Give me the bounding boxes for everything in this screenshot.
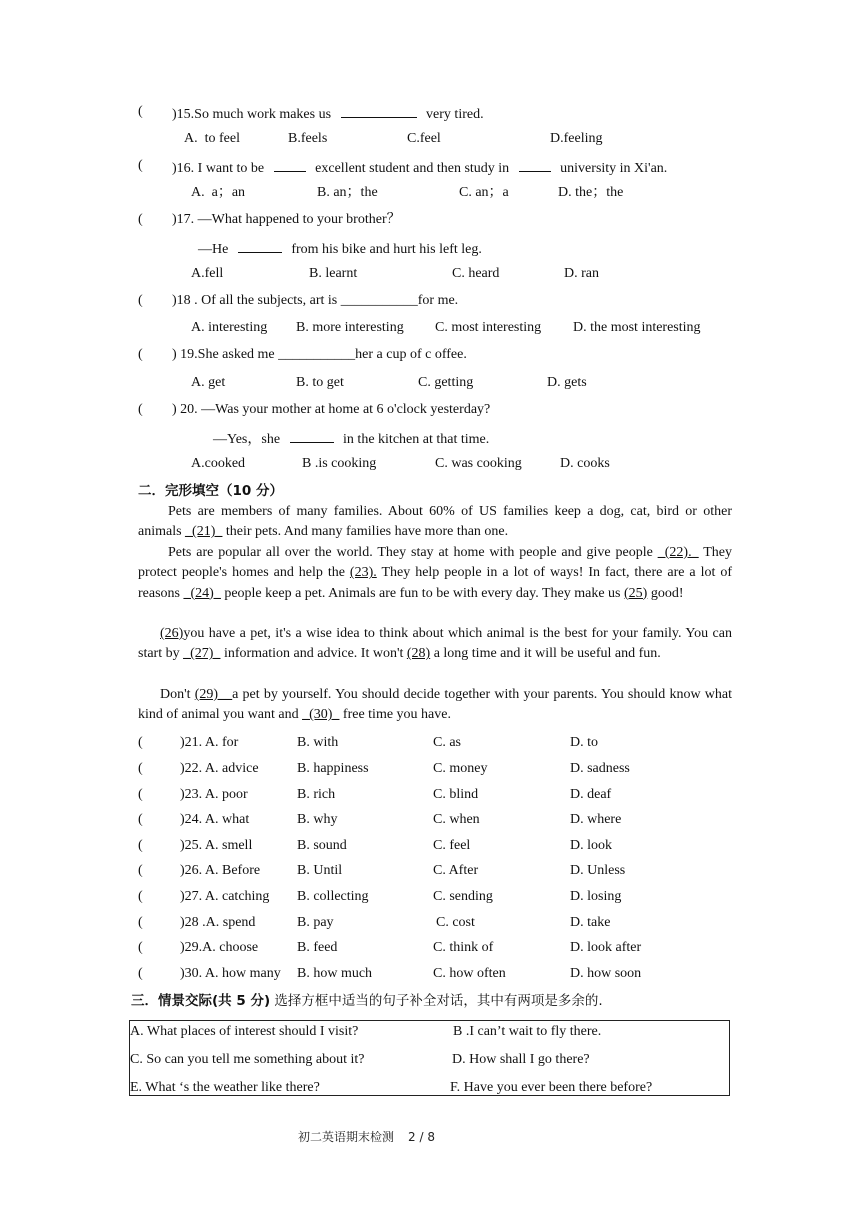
q15-stem-a: )15.So much work makes us <box>172 107 335 122</box>
cloze-30-option-a[interactable]: )30. A. how many <box>180 966 281 981</box>
cloze-23-option-d[interactable]: D. deaf <box>570 787 612 802</box>
cloze-bracket: ( <box>138 863 143 878</box>
passage-paragraph-4 <box>138 685 732 726</box>
box-option-a[interactable]: A. What places of interest should I visit? <box>130 1024 359 1039</box>
q17-option-a[interactable]: A.fell <box>191 266 224 281</box>
cloze-24-option-c[interactable]: C. when <box>433 812 480 827</box>
q19-option-a[interactable]: A. get <box>191 375 226 390</box>
cloze-26-option-c[interactable]: C. After <box>433 863 479 878</box>
q18-bracket: ( <box>138 293 143 308</box>
cloze-21-option-c[interactable]: C. as <box>433 735 461 750</box>
blank-29[interactable]: (29)__ <box>194 687 233 702</box>
box-option-f[interactable]: F. Have you ever been there before? <box>450 1080 653 1095</box>
p2-text-e: good! <box>647 585 684 601</box>
q17-line2 <box>198 238 482 259</box>
blank-23[interactable]: (23). <box>349 565 377 581</box>
q20-stem: ) 20. —Was your mother at home at 6 o'clock yesterday? <box>172 402 491 417</box>
q15-option-b[interactable]: B.feels <box>288 131 328 146</box>
p2-text-a: Pets are popular all over the world. They stay at home with people and give people <box>168 545 658 560</box>
footer-title: 初二英语期末检测 <box>298 1130 395 1144</box>
cloze-bracket: ( <box>138 940 143 955</box>
q16-stem-c: university in Xi'an. <box>556 161 668 176</box>
passage-paragraph-3 <box>138 624 732 665</box>
q17-option-c[interactable]: C. heard <box>452 266 500 281</box>
section3-title: 三．情景交际(共 5 分) <box>131 993 271 1009</box>
q20-blank[interactable] <box>290 428 334 443</box>
cloze-22-option-b[interactable]: B. happiness <box>297 761 369 776</box>
q16-option-c[interactable]: C. an；a <box>459 185 509 200</box>
q15-option-a[interactable]: A. to feel <box>184 131 240 146</box>
q16-bracket: ( <box>138 158 143 173</box>
section3-instruction: 选择方框中适当的句子补全对话，其中有两项是多余的. <box>270 993 603 1009</box>
blank-28[interactable]: (28) <box>406 646 431 662</box>
q17-stem: )17. —What happened to your brother？ <box>172 212 401 227</box>
cloze-23-option-c[interactable]: C. blind <box>433 787 479 802</box>
q19-stem: ) 19.She asked me ___________her a cup of c offee. <box>172 347 467 362</box>
q17-blank[interactable] <box>238 238 282 253</box>
cloze-23-option-a[interactable]: )23. A. poor <box>180 787 248 802</box>
blank-30[interactable]: _(30)_ <box>302 707 340 723</box>
cloze-25-option-a[interactable]: )25. A. smell <box>180 838 253 853</box>
section3-heading <box>131 992 603 1011</box>
cloze-27-option-b[interactable]: B. collecting <box>297 889 369 904</box>
cloze-24-option-b[interactable]: B. why <box>297 812 338 827</box>
q17-line2-b: from his bike and hurt his left leg. <box>287 242 482 257</box>
cloze-22-option-c[interactable]: C. money <box>433 761 488 776</box>
cloze-24-option-a[interactable]: )24. A. what <box>180 812 250 827</box>
cloze-30-option-d[interactable]: D. how soon <box>570 966 642 981</box>
cloze-bracket: ( <box>138 915 143 930</box>
section2-title: 二．完形填空（10 分） <box>138 483 283 499</box>
q18-option-d[interactable]: D. the most interesting <box>573 320 701 335</box>
q17-line2-a: —He <box>198 242 232 257</box>
box-option-c[interactable]: C. So can you tell me something about it? <box>130 1052 365 1067</box>
blank-24[interactable]: _(24)_ <box>183 585 221 601</box>
p1-text-a: Pets are members of many families. About 60% of US families keep a dog, cat, bird or other animals <box>138 504 732 540</box>
q16-option-a[interactable]: A. a；an <box>191 185 246 200</box>
q18-option-c[interactable]: C. most interesting <box>435 320 542 335</box>
cloze-25-option-d[interactable]: D. look <box>570 838 612 853</box>
q19-option-d[interactable]: D. gets <box>547 375 587 390</box>
q15-stem <box>172 103 484 124</box>
cloze-30-option-b[interactable]: B. how much <box>297 966 373 981</box>
cloze-26-option-b[interactable]: B. Until <box>297 863 343 878</box>
blank-25[interactable]: (25) <box>623 585 648 601</box>
q17-option-d[interactable]: D. ran <box>564 266 599 281</box>
cloze-25-option-b[interactable]: B. sound <box>297 838 347 853</box>
cloze-23-option-b[interactable]: B. rich <box>297 787 336 802</box>
cloze-27-option-d[interactable]: D. losing <box>570 889 622 904</box>
passage-paragraph-2 <box>138 543 732 604</box>
cloze-27-option-c[interactable]: C. sending <box>433 889 493 904</box>
page-footer <box>298 1128 435 1146</box>
p4-text-c: free time you have. <box>339 707 451 723</box>
cloze-21-option-a[interactable]: )21. A. for <box>180 735 239 750</box>
q20-line2-a: —Yes，she <box>213 432 284 447</box>
blank-22[interactable]: _(22)._ <box>657 545 699 560</box>
dialogue-options-box <box>129 1020 730 1096</box>
cloze-bracket: ( <box>138 735 143 750</box>
cloze-29-option-b[interactable]: B. feed <box>297 940 338 955</box>
q16-stem-a: )16. I want to be <box>172 161 268 176</box>
q18-option-a[interactable]: A. interesting <box>191 320 268 335</box>
q17-option-b[interactable]: B. learnt <box>309 266 358 281</box>
cloze-bracket: ( <box>138 761 143 776</box>
q19-bracket: ( <box>138 347 143 362</box>
box-option-b[interactable]: B .I can’t wait to fly there. <box>453 1024 602 1039</box>
q15-option-d[interactable]: D.feeling <box>550 131 603 146</box>
q15-stem-b: very tired. <box>422 107 484 122</box>
cloze-27-option-a[interactable]: )27. A. catching <box>180 889 270 904</box>
cloze-26-option-d[interactable]: D. Unless <box>570 863 626 878</box>
q20-bracket: ( <box>138 402 143 417</box>
q19-option-c[interactable]: C. getting <box>418 375 474 390</box>
cloze-bracket: ( <box>138 787 143 802</box>
cloze-22-option-d[interactable]: D. sadness <box>570 761 630 776</box>
q20-line2 <box>213 428 489 449</box>
p1-text-b: their pets. And many families have more than one. <box>222 524 509 540</box>
cloze-29-option-a[interactable]: )29.A. choose <box>180 940 259 955</box>
p3-text-a: you have a pet, it's a wise idea to think about which animal is the best for your family. You can start by <box>138 626 732 662</box>
q15-blank[interactable] <box>341 103 417 118</box>
q17-bracket: ( <box>138 212 143 227</box>
q20-option-a[interactable]: A.cooked <box>191 456 246 471</box>
blank-26[interactable]: (26) <box>160 626 184 641</box>
q15-bracket: ( <box>138 104 143 119</box>
passage-paragraph-1 <box>138 502 732 543</box>
p2-text-b: They protect people's homes and help the <box>138 545 732 581</box>
p2-text-d: people keep a pet. Animals are fun to be with every day. They make us <box>220 585 624 601</box>
q19-option-b[interactable]: B. to get <box>296 375 344 390</box>
p3-text-b: information and advice. It won't <box>220 646 407 662</box>
q15-option-c[interactable]: C.feel <box>407 131 441 146</box>
cloze-28-option-d[interactable]: D. take <box>570 915 611 930</box>
cloze-28-option-a[interactable]: )28 .A. spend <box>180 915 256 930</box>
cloze-bracket: ( <box>138 838 143 853</box>
cloze-bracket: ( <box>138 889 143 904</box>
cloze-30-option-c[interactable]: C. how often <box>433 966 506 981</box>
q20-option-d[interactable]: D. cooks <box>560 456 610 471</box>
box-option-d[interactable]: D. How shall I go there? <box>452 1052 590 1067</box>
p4-text-b: a pet by yourself. You should decide together with your parents. You should know what kind of animal you want and <box>138 687 733 723</box>
q20-line2-b: in the kitchen at that time. <box>339 432 490 447</box>
cloze-29-option-d[interactable]: D. look after <box>570 940 642 955</box>
q16-option-b[interactable]: B. an；the <box>317 185 378 200</box>
cloze-28-option-c[interactable]: C. cost <box>436 915 475 930</box>
blank-21[interactable]: _(21)_ <box>185 524 223 540</box>
cloze-bracket: ( <box>138 812 143 827</box>
cloze-bracket: ( <box>138 966 143 981</box>
p3-text-c: a long time and it will be useful and fun. <box>430 646 661 662</box>
q18-option-b[interactable]: B. more interesting <box>296 320 404 335</box>
q20-option-c[interactable]: C. was cooking <box>435 456 522 471</box>
q16-blank-2[interactable] <box>519 157 551 172</box>
q16-stem <box>172 157 667 178</box>
p2-text-c: They help people in a lot of ways! In fact, there are a lot of reasons <box>138 565 732 601</box>
q20-option-b[interactable]: B .is cooking <box>302 456 377 471</box>
q16-stem-b: excellent student and then study in <box>311 161 513 176</box>
blank-27[interactable]: _(27)_ <box>183 646 221 662</box>
q18-stem: )18 . Of all the subjects, art is ___________for me. <box>172 293 459 308</box>
q16-option-d[interactable]: D. the；the <box>558 185 624 200</box>
cloze-29-option-c[interactable]: C. think of <box>433 940 494 955</box>
cloze-22-option-a[interactable]: )22. A. advice <box>180 761 259 776</box>
cloze-28-option-b[interactable]: B. pay <box>297 915 334 930</box>
cloze-21-option-b[interactable]: B. with <box>297 735 339 750</box>
box-option-e[interactable]: E. What ‘s the weather like there? <box>130 1080 320 1095</box>
q16-blank-1[interactable] <box>274 157 306 172</box>
p4-text-a: Don't <box>160 687 195 702</box>
cloze-21-option-d[interactable]: D. to <box>570 735 598 750</box>
footer-page-number: 2 / 8 <box>408 1130 435 1144</box>
cloze-24-option-d[interactable]: D. where <box>570 812 622 827</box>
cloze-26-option-a[interactable]: )26. A. Before <box>180 863 261 878</box>
cloze-25-option-c[interactable]: C. feel <box>433 838 471 853</box>
